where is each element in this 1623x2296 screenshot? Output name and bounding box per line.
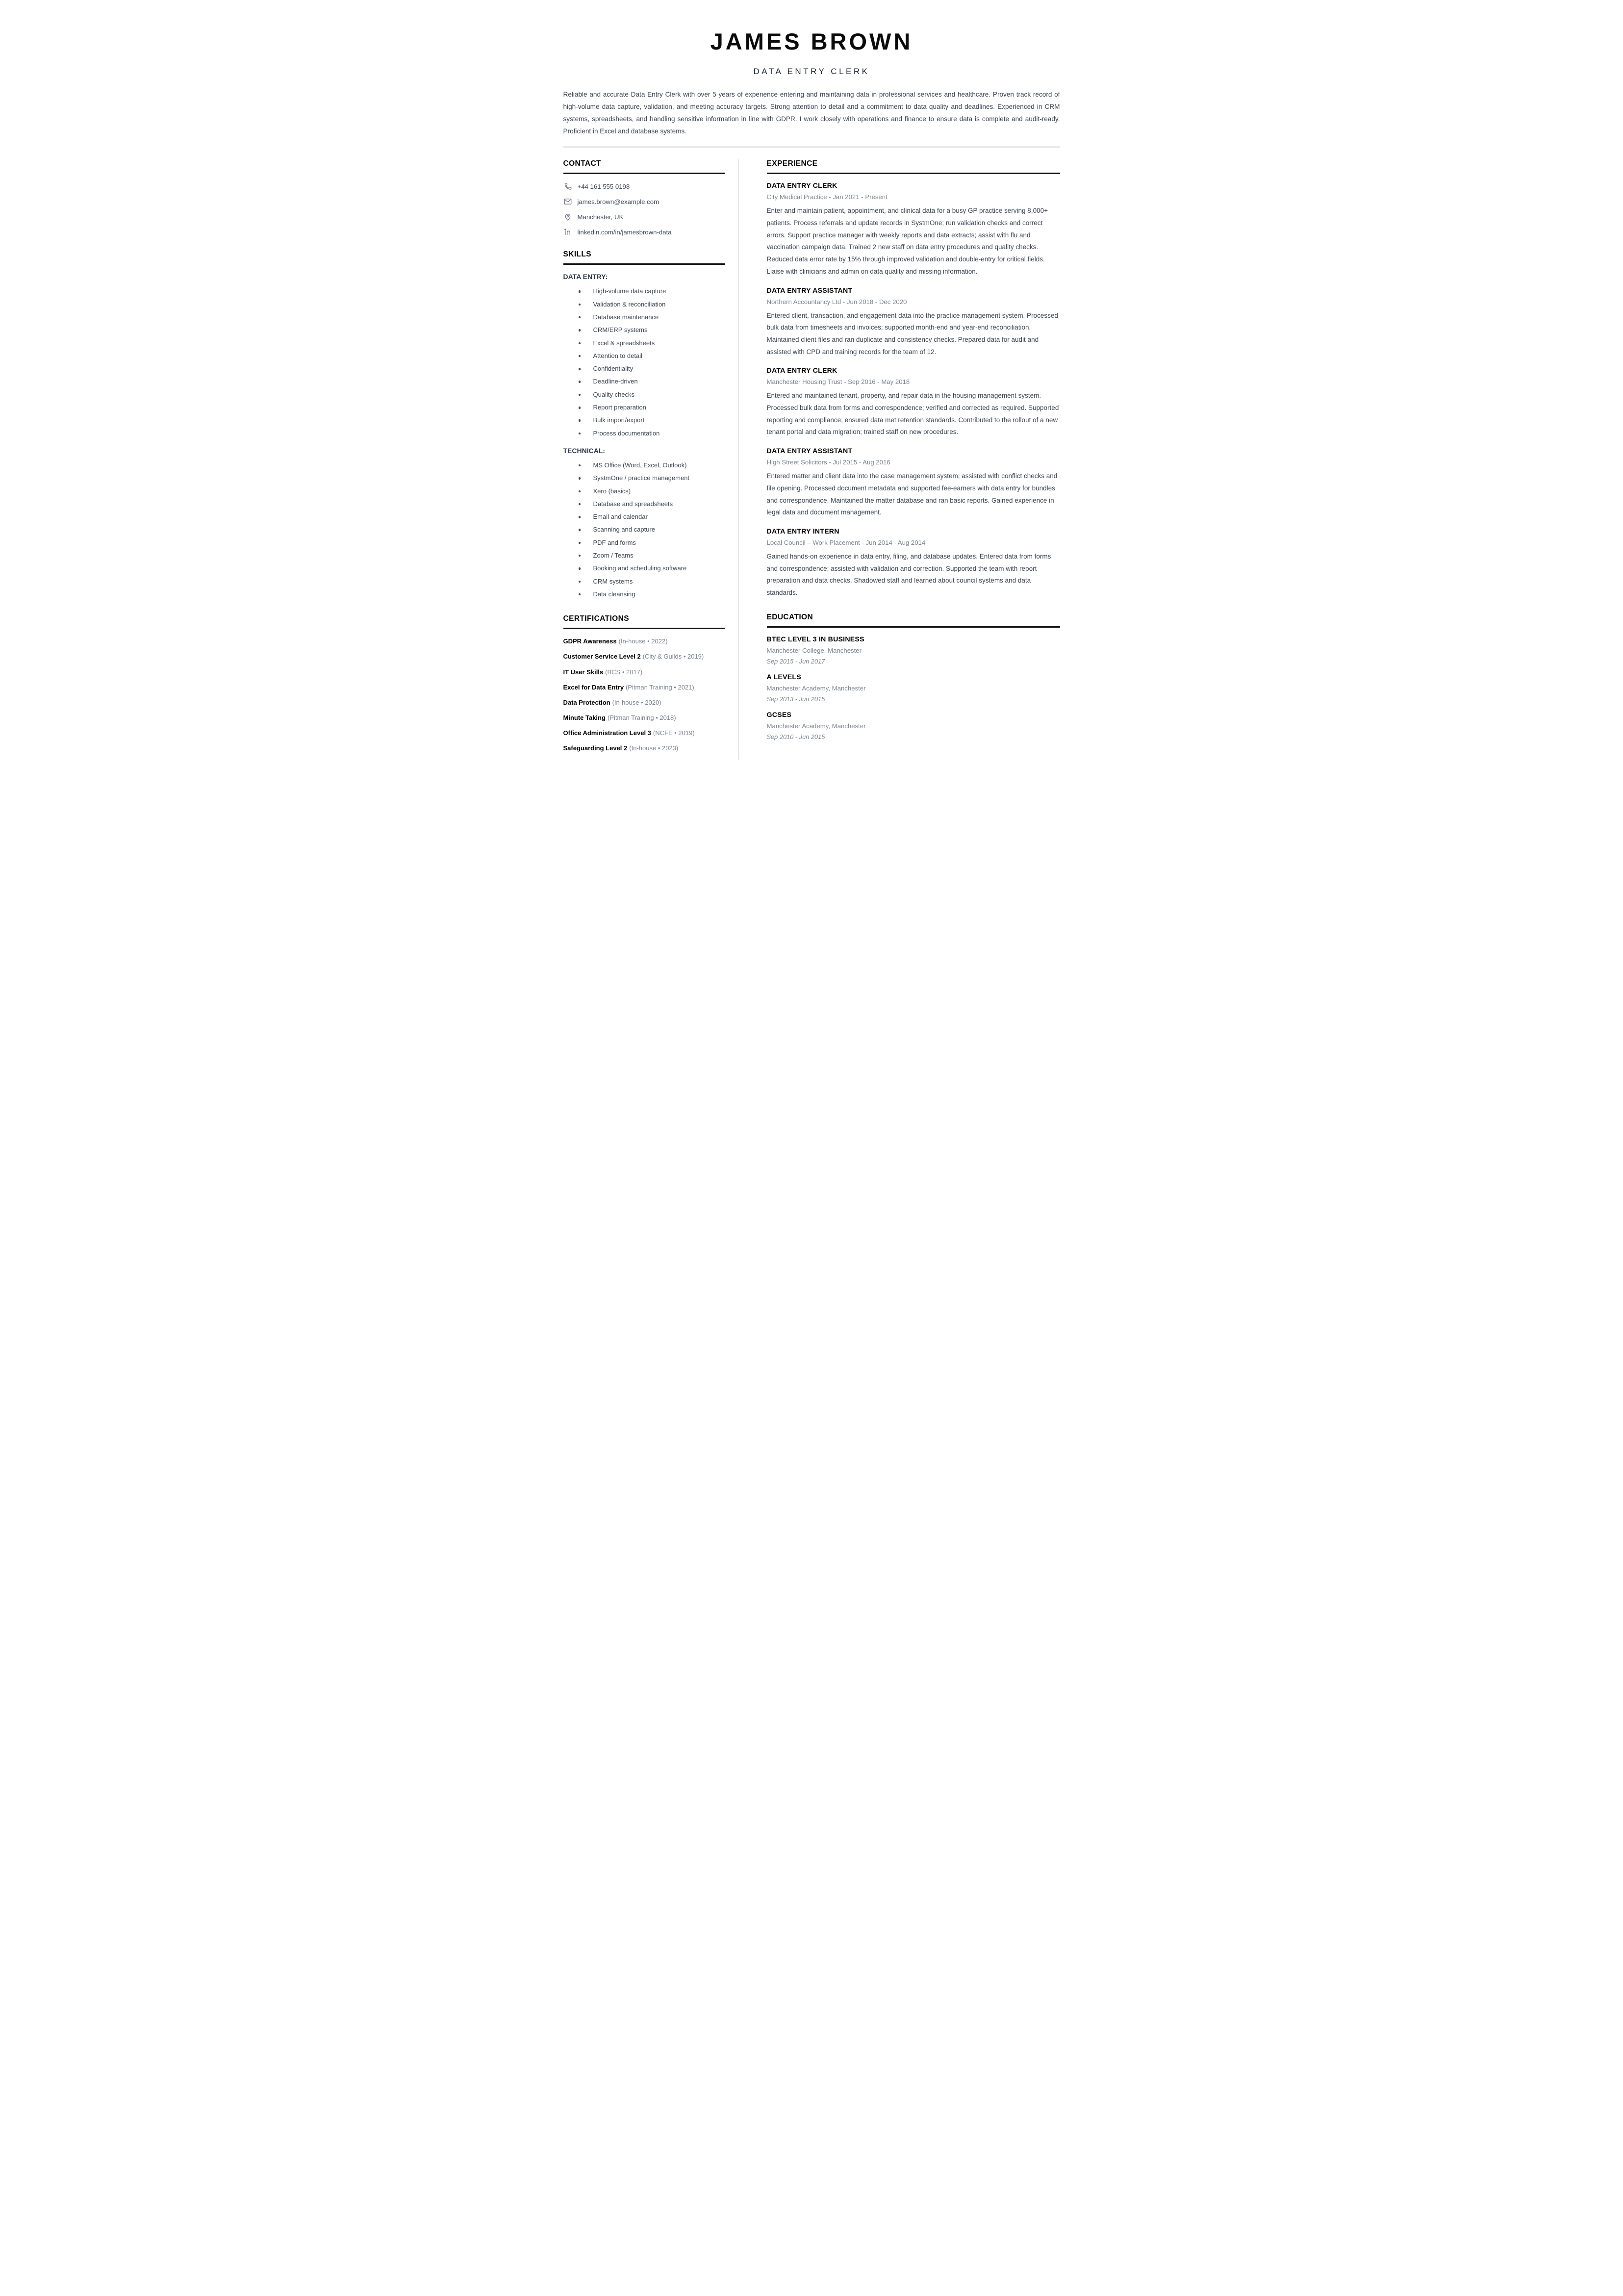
certification-detail: (In-house • 2022) <box>618 638 668 645</box>
contact-location-text: Manchester, UK <box>577 213 624 221</box>
skill-item: Xero (basics) <box>563 485 725 498</box>
certification-name: Data Protection <box>563 698 610 706</box>
right-column <box>738 159 1060 759</box>
education-degree: GCSES <box>766 711 792 719</box>
certification-detail: (Pitman Training • 2021) <box>626 683 694 691</box>
certification-name: Excel for Data Entry <box>563 683 624 691</box>
job-company-dates: Northern Accountancy Ltd - Jun 2018 - Dec 2020 <box>766 298 907 306</box>
skill-item: Attention to detail <box>563 350 725 362</box>
skill-group-label-technical: TECHNICAL: <box>563 446 606 455</box>
certification-item <box>563 729 725 738</box>
skill-item: Confidentiality <box>563 362 725 375</box>
resume-header <box>541 29 1082 77</box>
certification-name: Safeguarding Level 2 <box>563 744 628 752</box>
skill-item: Report preparation <box>563 401 725 414</box>
job-entry <box>767 447 1060 519</box>
experience-section <box>767 159 1060 599</box>
education-section <box>767 613 1060 740</box>
job-company-dates: Local Council – Work Placement - Jun 2014 - Aug 2014 <box>766 539 926 546</box>
education-entry <box>767 673 1060 703</box>
skill-item: Database maintenance <box>563 311 725 324</box>
job-entry <box>767 182 1060 278</box>
job-company-dates: High Street Solicitors - Jul 2015 - Aug 2016 <box>766 459 890 466</box>
contact-item-email <box>563 197 725 206</box>
certification-detail: (In-house • 2020) <box>612 698 661 706</box>
skill-item: Bulk import/export <box>563 414 725 427</box>
education-degree: BTEC LEVEL 3 IN BUSINESS <box>766 635 864 643</box>
contact-section <box>563 159 725 236</box>
experience-heading: EXPERIENCE <box>767 159 1060 174</box>
certification-item <box>563 652 725 661</box>
header-divider <box>563 146 1060 148</box>
skill-item: Email and calendar <box>563 510 725 523</box>
resume-page <box>541 0 1082 765</box>
job-entry <box>767 287 1060 358</box>
certification-name: IT User Skills <box>563 668 604 676</box>
job-entry <box>767 528 1060 599</box>
job-description: Entered client, transaction, and engagement data into the practice management system. Processed bulk data from timesheets and invoices; supported month-end and year-end reconciliation. Maintained client files and ran duplicate and consistency checks. Prepared data for audit and assisted with CPD and training records for the team of 12. <box>766 311 1058 356</box>
job-title: DATA ENTRY ASSISTANT <box>766 286 853 295</box>
job-description: Enter and maintain patient, appointment, and clinical data for a busy GP practice serving 8,000+ patients. Process referrals and update records in SystmOne; run validation checks and correct errors. Support practice manager with weekly reports and data extracts; assist with flu and vaccination campaign data. Trained 2 new staff on data entry procedures and quality checks. Reduced data error rate by 15% through improved validation and double-entry for critical fields. Liaise with clinicians and admin on data quality and missing information. <box>766 207 1048 275</box>
linkedin-icon <box>563 228 572 236</box>
skill-item: Excel & spreadsheets <box>563 337 725 350</box>
phone-icon <box>563 182 572 191</box>
skill-item: SystmOne / practice management <box>563 472 725 485</box>
job-title: DATA ENTRY CLERK <box>766 182 837 190</box>
skill-item: Process documentation <box>563 427 725 440</box>
certification-detail: (Pitman Training • 2018) <box>607 714 676 722</box>
skill-item: PDF and forms <box>563 536 725 549</box>
education-school: Manchester Academy, Manchester <box>766 722 866 730</box>
education-dates: Sep 2015 - Jun 2017 <box>766 657 825 665</box>
skill-item: Validation & reconciliation <box>563 298 725 311</box>
contact-item-phone <box>563 182 725 191</box>
contact-item-location <box>563 212 725 221</box>
job-title: DATA ENTRY CLERK <box>766 367 837 375</box>
certification-name: Customer Service Level 2 <box>563 653 641 661</box>
education-degree: A LEVELS <box>766 673 801 681</box>
contact-email-text: james.brown@example.com <box>577 198 659 205</box>
skill-item: Zoom / Teams <box>563 549 725 562</box>
certifications-section <box>563 614 725 753</box>
certification-name: GDPR Awareness <box>563 638 617 645</box>
skill-item: Booking and scheduling software <box>563 562 725 575</box>
education-dates: Sep 2010 - Jun 2015 <box>766 733 825 740</box>
skill-item: CRM/ERP systems <box>563 324 725 336</box>
certification-detail: (NCFE • 2019) <box>653 729 695 737</box>
job-company-dates: City Medical Practice - Jan 2021 - Present <box>766 193 888 201</box>
education-entry <box>767 636 1060 665</box>
job-description: Entered matter and client data into the case management system; assisted with conflict checks and file opening. Processed document metadata and supported fee-earners with data entry for bundles and correspondence. Maintained the matter database and ran basic reports. Gained experience in legal data and document management. <box>766 472 1058 516</box>
skill-item: High-volume data capture <box>563 285 725 298</box>
skill-list-data-entry <box>563 285 725 440</box>
certification-detail: (BCS • 2017) <box>605 668 643 676</box>
skill-group-label-data-entry: DATA ENTRY: <box>563 273 608 281</box>
skill-item: MS Office (Word, Excel, Outlook) <box>563 459 725 472</box>
job-description: Gained hands-on experience in data entry, filing, and database updates. Entered data from forms and correspondence; assisted with validation and correction. Supported the team with report preparation and data checks. Shadowed staff and learned about council systems and data standards. <box>766 553 1051 597</box>
certifications-heading: CERTIFICATIONS <box>563 614 725 629</box>
certification-item <box>563 637 725 646</box>
skill-item: Database and spreadsheets <box>563 498 725 510</box>
job-description: Entered and maintained tenant, property, and repair data in the housing management system. Processed bulk data from forms and correspondence; verified and corrected as required. Supported reporting and compliance; ensured data met retention standards. Contributed to the rollout of a new tenant portal and data migration; trained staff on new procedures. <box>766 392 1059 436</box>
skill-list-technical <box>563 459 725 601</box>
certification-detail: (In-house • 2023) <box>629 744 679 752</box>
skills-section <box>563 250 725 601</box>
profile-summary: Reliable and accurate Data Entry Clerk with over 5 years of experience entering and maintaining data in professional services and healthcare. Proven track record of high-volume data capture, validation, and meeting accuracy targets. Strong attention to detail and a commitment to data quality and deadlines. Experienced in CRM systems, spreadsheets, and handling sensitive information in line with GDPR. I work closely with operations and finance to ensure data is complete and audit-ready. Proficient in Excel and database systems. <box>563 91 1060 135</box>
certification-name: Minute Taking <box>563 714 606 722</box>
left-column <box>563 159 725 759</box>
job-title: DATA ENTRY INTERN <box>766 528 839 536</box>
content-columns <box>541 159 1082 759</box>
skill-item: CRM systems <box>563 575 725 588</box>
education-entry <box>767 711 1060 740</box>
certification-item <box>563 714 725 722</box>
education-dates: Sep 2013 - Jun 2015 <box>766 695 825 703</box>
certification-item <box>563 683 725 692</box>
contact-heading: CONTACT <box>563 159 725 174</box>
skill-item: Scanning and capture <box>563 523 725 536</box>
contact-phone-text: +44 161 555 0198 <box>577 182 630 190</box>
certification-item <box>563 698 725 707</box>
skills-heading: SKILLS <box>563 250 725 265</box>
education-school: Manchester College, Manchester <box>766 646 862 654</box>
education-heading: EDUCATION <box>767 613 1060 628</box>
certification-name: Office Administration Level 3 <box>563 729 651 737</box>
contact-linkedin-text: linkedin.com/in/jamesbrown-data <box>577 228 672 236</box>
location-icon <box>563 212 572 221</box>
certification-detail: (City & Guilds • 2019) <box>642 653 704 661</box>
candidate-name: JAMES BROWN <box>710 28 913 54</box>
certification-item <box>563 668 725 677</box>
skill-item: Data cleansing <box>563 588 725 601</box>
candidate-role-title: DATA ENTRY CLERK <box>753 67 870 77</box>
skill-item: Deadline-driven <box>563 375 725 388</box>
email-icon <box>563 197 572 206</box>
contact-item-linkedin <box>563 228 725 236</box>
certification-item <box>563 744 725 753</box>
job-entry <box>767 367 1060 438</box>
skill-item: Quality checks <box>563 388 725 401</box>
education-school: Manchester Academy, Manchester <box>766 684 866 692</box>
job-title: DATA ENTRY ASSISTANT <box>766 447 853 456</box>
job-company-dates: Manchester Housing Trust - Sep 2016 - May 2018 <box>766 378 910 386</box>
